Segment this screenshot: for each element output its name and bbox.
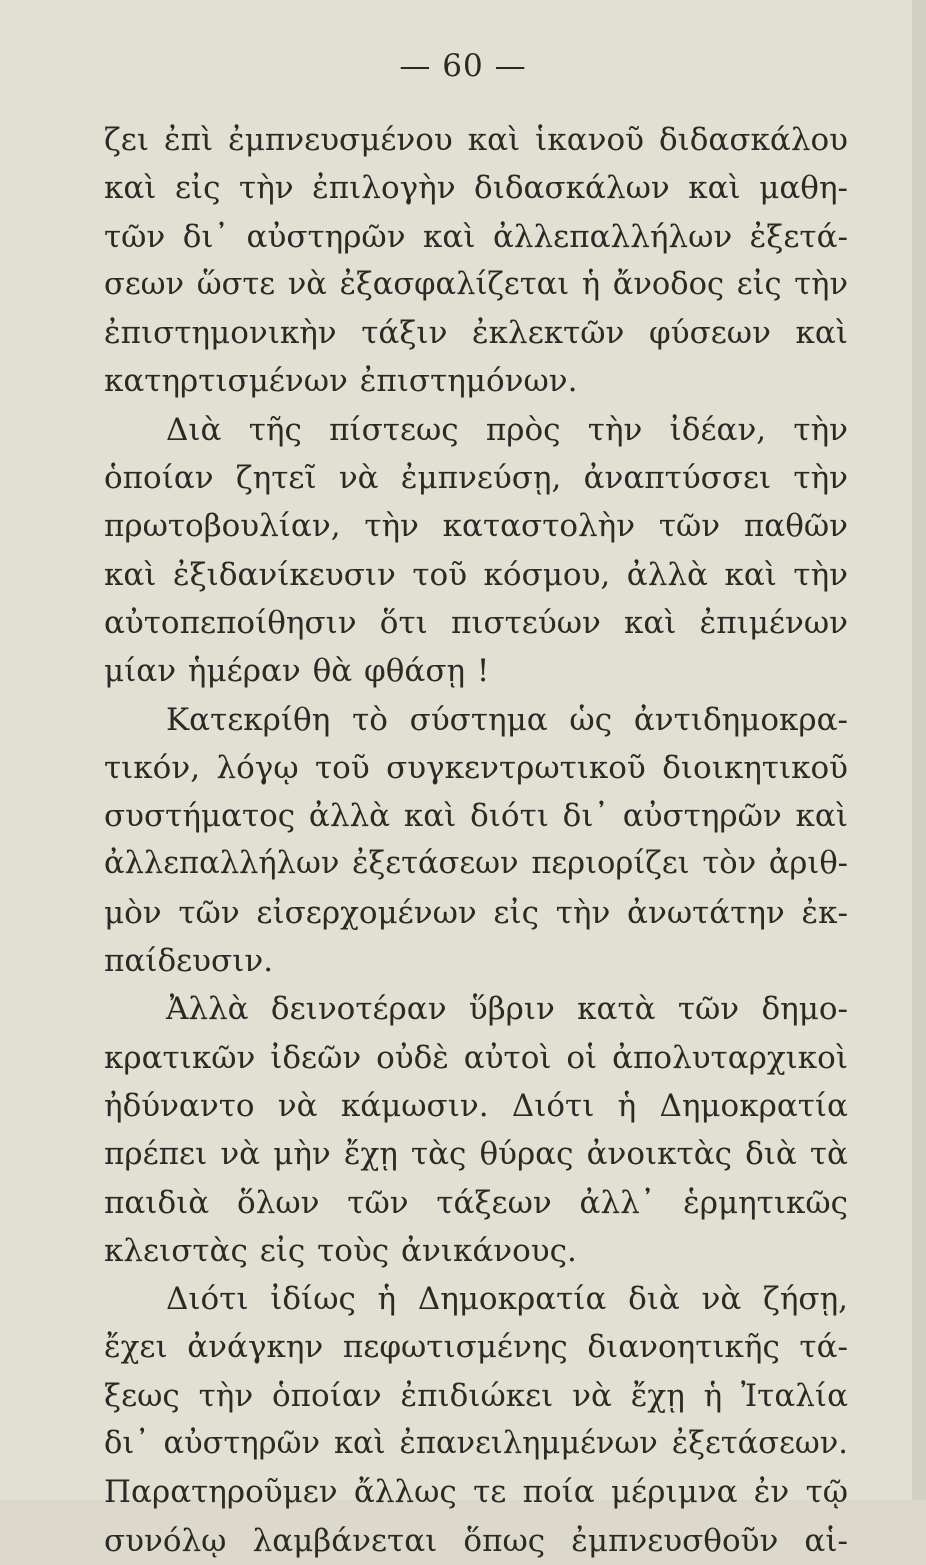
- text-line: τῶν δι᾽ αὐστηρῶν καὶ ἀλλεπαλλήλων ἐξετά-: [104, 218, 848, 255]
- page-number: — 60 —: [399, 48, 527, 84]
- text-line: ἐπιστημονικὴν τάξιν ἐκλεκτῶν φύσεων καὶ: [104, 315, 848, 352]
- text-line: σεων ὥστε νὰ ἐξασφαλίζεται ἡ ἄνοδος εἰς τὴν: [104, 266, 848, 302]
- text-line: Παρατηροῦμεν ἄλλως τε ποία μέριμνα ἐν τῷ: [104, 1474, 848, 1511]
- text-line: δι᾽ αὐστηρῶν καὶ ἐπανειλημμένων ἐξετάσεων.: [104, 1426, 848, 1462]
- text-line: κατηρτισμένων ἐπιστημόνων.: [104, 363, 578, 400]
- text-line: τικόν, λόγῳ τοῦ συγκεντρωτικοῦ διοικητικοῦ: [104, 749, 848, 786]
- text-line: ἠδύναντο νὰ κάμωσιν. Διότι ἡ Δημοκρατία: [104, 1087, 848, 1124]
- text-line: Κατεκρίθη τὸ σύστημα ὡς ἀντιδημοκρα-: [166, 701, 848, 738]
- text-line: αὐτοπεποίθησιν ὅτι πιστεύων καὶ ἐπιμένων: [104, 604, 848, 641]
- text-line: ξεως τὴν ὁποίαν ἐπιδιώκει νὰ ἔχῃ ἡ Ἰταλία: [104, 1377, 848, 1414]
- text-line: μὸν τῶν εἰσερχομένων εἰς τὴν ἀνωτάτην ἐκ-: [104, 894, 848, 931]
- text-line: ζει ἐπὶ ἐμπνευσμένου καὶ ἱκανοῦ διδασκάλου: [104, 122, 848, 158]
- text-line: ὁποίαν ζητεῖ νὰ ἐμπνεύσῃ, ἀναπτύσσει τὴν: [104, 460, 848, 497]
- text-line: παιδιὰ ὅλων τῶν τάξεων ἀλλ᾽ ἑρμητικῶς: [104, 1184, 848, 1221]
- text-line: πρωτοβουλίαν, τὴν καταστολὴν τῶν παθῶν: [104, 508, 848, 545]
- text-line: κλειστὰς εἰς τοὺς ἀνικάνους.: [104, 1232, 577, 1269]
- text-line: κρατικῶν ἰδεῶν οὐδὲ αὐτοὶ οἱ ἀπολυταρχικοὶ: [104, 1039, 848, 1076]
- page-edge: [912, 0, 926, 1500]
- text-line: παίδευσιν.: [104, 943, 274, 980]
- text-line: πρέπει νὰ μὴν ἔχῃ τὰς θύρας ἀνοικτὰς διὰ τὰ: [104, 1136, 848, 1173]
- text-line: μίαν ἡμέραν θὰ φθάσῃ !: [104, 653, 490, 690]
- body-text: [104, 116, 848, 1565]
- text-line: συνόλῳ λαμβάνεται ὅπως ἐμπνευσθοῦν αἱ-: [104, 1522, 848, 1559]
- text-line: καὶ εἰς τὴν ἐπιλογὴν διδασκάλων καὶ μαθη-: [104, 170, 848, 207]
- text-line: Διὰ τῆς πίστεως πρὸς τὴν ἰδέαν, τὴν: [166, 411, 848, 448]
- text-line: ἀλλεπαλλήλων ἐξετάσεων περιορίζει τὸν ἀριθ-: [104, 846, 848, 882]
- text-line: Διότι ἰδίως ἡ Δημοκρατία διὰ νὰ ζήσῃ,: [166, 1281, 848, 1318]
- text-line: Ἀλλὰ δεινοτέραν ὕβριν κατὰ τῶν δημο-: [166, 991, 848, 1028]
- text-line: ἔχει ἀνάγκην πεφωτισμένης διανοητικῆς τά-: [104, 1329, 848, 1366]
- text-line: καὶ ἐξιδανίκευσιν τοῦ κόσμου, ἀλλὰ καὶ τὴν: [104, 556, 848, 593]
- text-line: συστήματος ἀλλὰ καὶ διότι δι᾽ αὐστηρῶν καὶ: [104, 798, 848, 835]
